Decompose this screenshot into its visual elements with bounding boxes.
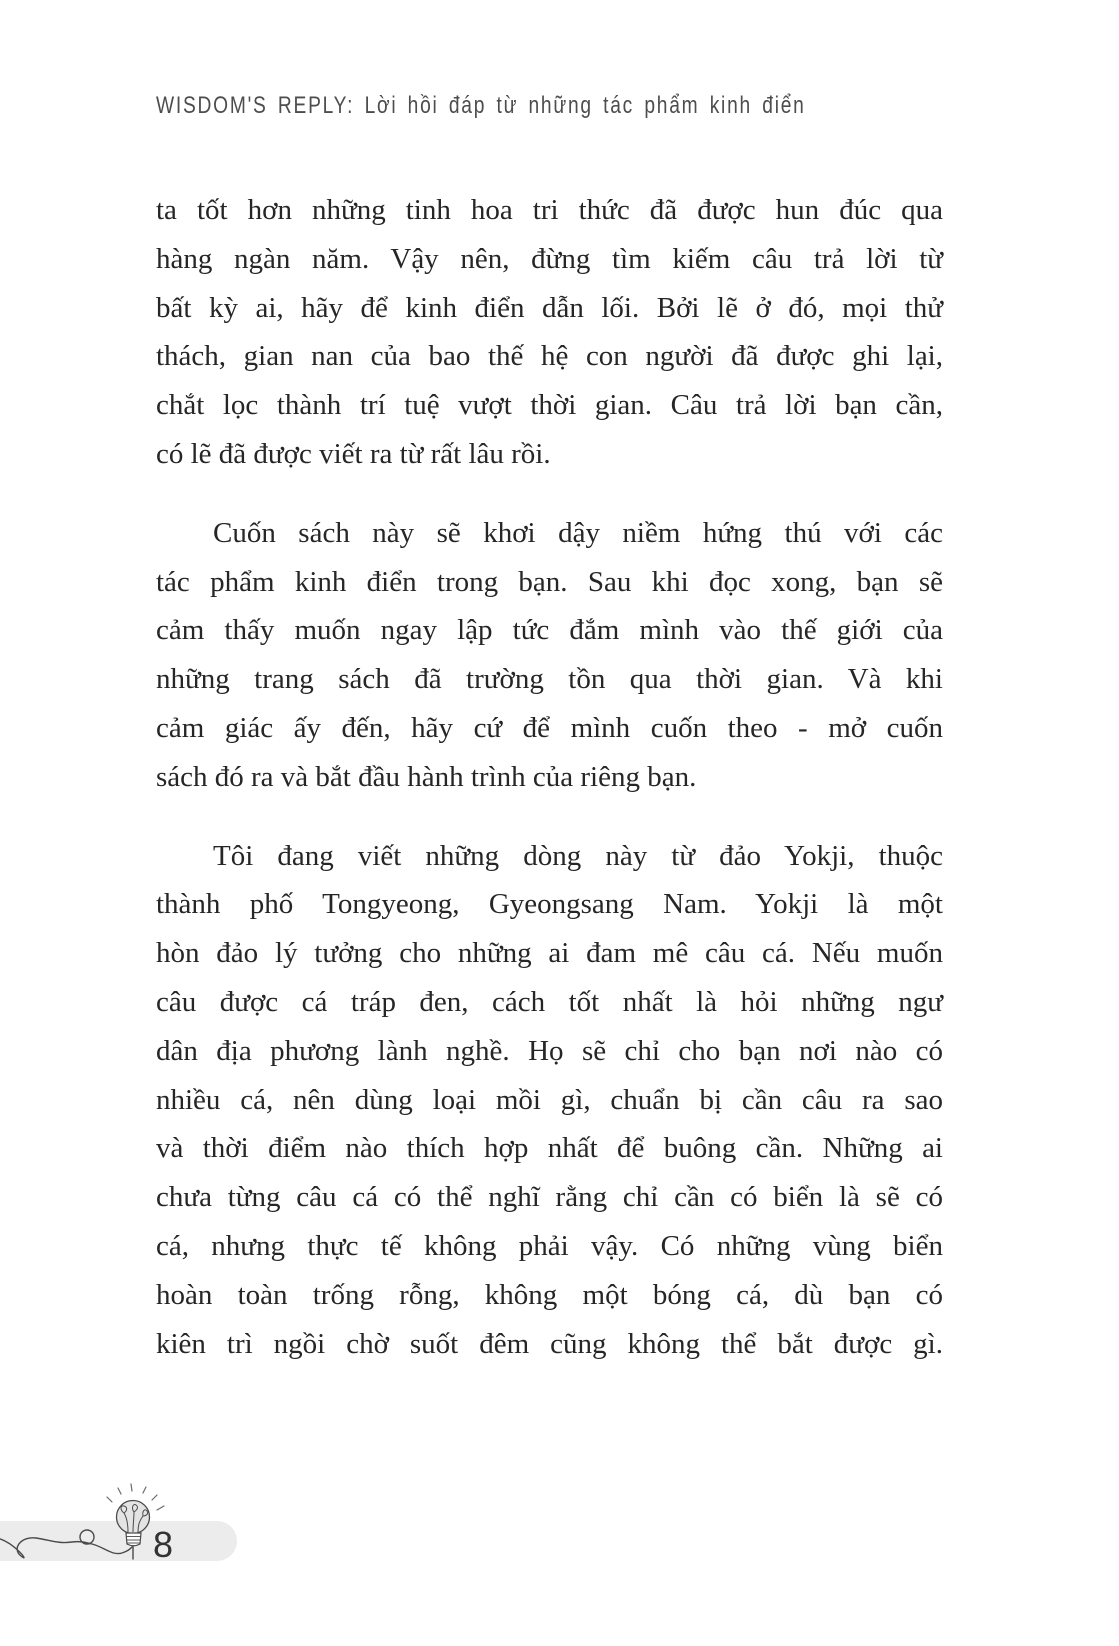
text-line: hàng ngàn năm. Vậy nên, đừng tìm kiếm câu trả lời từ <box>156 242 943 275</box>
paragraph <box>156 186 943 479</box>
text-line: thách, gian nan của bao thế hệ con người đã được ghi lại, <box>156 340 943 373</box>
text-line: chưa từng câu cá có thể nghĩ rằng chỉ cần có biển là sẽ có <box>156 1181 943 1214</box>
text-line: ta tốt hơn những tinh hoa tri thức đã được hun đúc qua <box>156 194 943 226</box>
squiggle-cord-icon <box>0 1530 133 1559</box>
text-line: hoàn toàn trống rỗng, không một bóng cá, dù bạn có <box>156 1278 943 1311</box>
text-line: sách đó ra và bắt đầu hành trình của riêng bạn. <box>156 760 697 793</box>
text-line: câu được cá tráp đen, cách tốt nhất là hỏi những ngư <box>156 985 943 1018</box>
text-line: Cuốn sách này sẽ khơi dậy niềm hứng thú với các <box>213 516 943 549</box>
paragraph <box>156 832 943 1369</box>
text-line: có lẽ đã được viết ra từ rất lâu rồi. <box>156 437 551 470</box>
page-number: 8 <box>153 1524 174 1565</box>
text-line: nhiều cá, nên dùng loại mồi gì, chuẩn bị cần câu ra sao <box>156 1083 943 1116</box>
text-line: Tôi đang viết những dòng này từ đảo Yokji, thuộc <box>213 839 943 872</box>
text-line: những trang sách đã trường tồn qua thời gian. Và khi <box>156 663 943 696</box>
running-header: WISDOM'S REPLY: Lời hồi đáp từ những tác phẩm kinh điển <box>156 92 806 119</box>
text-line: cảm giác ấy đến, hãy cứ để mình cuốn theo - mở cuốn <box>156 711 943 744</box>
text-line: hòn đảo lý tưởng cho những ai đam mê câu cá. Nếu muốn <box>156 937 943 970</box>
text-line: thành phố Tongyeong, Gyeongsang Nam. Yokji là một <box>156 888 943 921</box>
text-line: cá, nhưng thực tế không phải vậy. Có những vùng biển <box>156 1229 943 1262</box>
paragraph <box>156 509 943 802</box>
text-line: và thời điểm nào thích hợp nhất để buông cần. Những ai <box>156 1132 943 1165</box>
text-line: kiên trì ngồi chờ suốt đêm cũng không thể bắt được gì. <box>156 1327 943 1360</box>
text-line: tác phẩm kinh điển trong bạn. Sau khi đọc xong, bạn sẽ <box>156 565 943 598</box>
text-line: cảm thấy muốn ngay lập tức đắm mình vào thế giới của <box>156 614 943 647</box>
page-body <box>156 186 943 1368</box>
text-line: dân địa phương lành nghề. Họ sẽ chỉ cho bạn nơi nào có <box>156 1034 943 1067</box>
text-line: chắt lọc thành trí tuệ vượt thời gian. Câu trả lời bạn cần, <box>156 389 943 422</box>
text-line: bất kỳ ai, hãy để kinh điển dẫn lối. Bởi lẽ ở đó, mọi thử <box>156 291 943 324</box>
